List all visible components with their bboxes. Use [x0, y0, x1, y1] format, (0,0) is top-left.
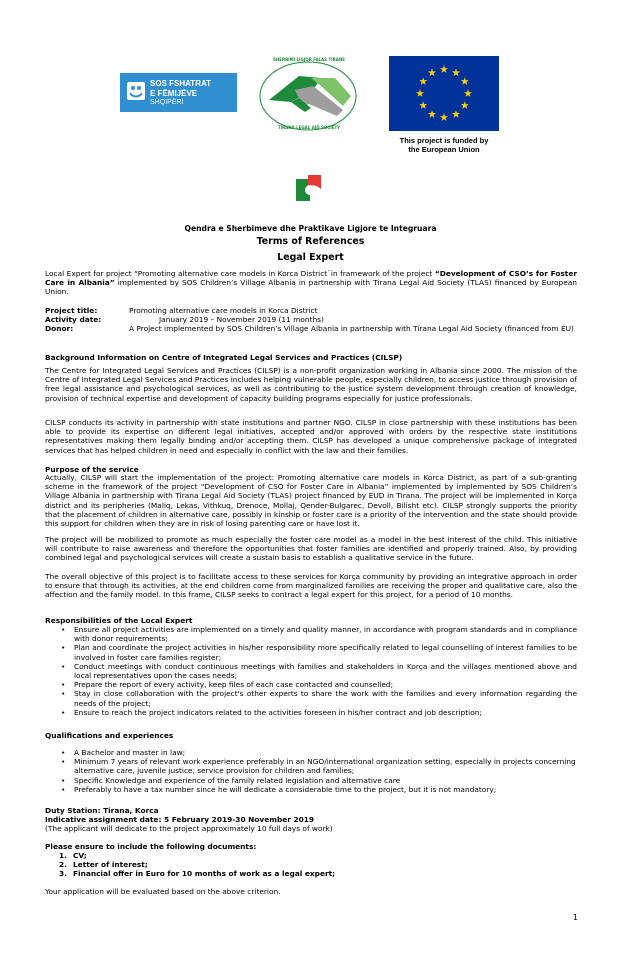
qualification-item: • A Bachelor and master in law;: [45, 748, 577, 757]
eu-star-icon: [419, 101, 427, 109]
purpose-paragraph-2: The project will be mobilized to promote as much especially the foster care model as a model in the best interest of the child. This initiative will contribute to raise awareness and therefore the opportunities that foster families are identified and properly trained. Also, by providing combined legal and psychological services will create a sustain basis to establish a qualitative service in the future.: [45, 535, 577, 563]
intro-paragraph: [45, 269, 577, 297]
document-item: [59, 860, 577, 869]
eu-star-icon: [428, 110, 436, 118]
responsibility-item: • Conduct meetings with conduct continuous meetings with families and stakeholders in Korça and the villages mentioned above and local representatives upon the cases needs;: [45, 662, 577, 680]
donor-value: A Project implemented by SOS Children’s Village Albania in partnership with Tirana Legal Aid Society (financed from EU): [129, 324, 574, 334]
sos-logo-line3: SHQIPËRI: [150, 99, 184, 106]
responsibility-item: • Prepare the report of every activity, keep files of each case contacted and counselled;: [45, 680, 577, 689]
document-item-number: 2.: [59, 860, 67, 870]
document-item-number: 1.: [59, 851, 67, 860]
eu-star-icon: [461, 101, 469, 109]
responsibility-item: • Stay in close collaboration with the project's other experts to share the work with the families and every information regarding the needs of the project;: [45, 689, 577, 707]
background-paragraph-1: The Centre for Integrated Legal Services and Practices (CILSP) is a non-profit organization working in Albania since 2000. The mission of the Centre of Integrated Legal Services and Practices includes helping vulnerable people, especially children, to access justice through provision of free legal assistance and psychological services, as well as contributing to the justice system development through creation of knowledge, provision of technical expertise and development of capacity building programs especially for justice professionals.: [45, 366, 577, 403]
eu-star-icon: [464, 89, 472, 97]
document-item-number: 3.: [59, 869, 67, 879]
responsibilities-heading: Responsibilities of the Local Expert: [45, 616, 193, 625]
intro-text-pre: Local Expert for project “Promoting alternative care models in Korca District¨in framework of the project: [45, 269, 435, 278]
eu-star-icon: [428, 69, 436, 77]
document-item-text: Letter of interest;: [73, 860, 148, 870]
responsibility-item: • Ensure all project activities are implemented on a timely and quality manner, in accordance with program standards and in compliance with donor requirements;: [45, 625, 577, 643]
donor-label: Donor:: [45, 324, 74, 334]
qualifications-heading: Qualifications and experiences: [45, 731, 174, 740]
eu-stars-icon: [389, 56, 499, 131]
activity-date-value: January 2019 – November 2019 (11 months): [159, 315, 324, 325]
sos-emblem-icon: [127, 82, 145, 100]
project-title-label: Project title:: [45, 306, 98, 315]
eu-flag-logo: [389, 56, 499, 131]
cilsp-logo: [294, 173, 324, 203]
tlas-top-text: SHERBIMI LIGJOR FALAS TIRANE: [273, 57, 345, 62]
background-heading: Background Information on Centre of Integrated Legal Services and Practices (CILSP): [45, 353, 403, 362]
qualification-item: • Preferably to have a tax number since he will dedicate a considerable time to the project, but it is not mandatory;: [45, 785, 577, 794]
eu-star-icon: [452, 69, 460, 77]
documents-heading: Please ensure to include the following documents:: [45, 842, 257, 851]
duty-block: [45, 806, 577, 834]
document-item: [59, 869, 577, 878]
document-item-text: CV;: [73, 851, 87, 860]
tlas-bottom-text: TIRANA LEGAL AID SOCIETY: [277, 125, 341, 130]
eu-star-icon: [440, 113, 448, 121]
eu-star-icon: [440, 65, 448, 73]
sos-logo-line2: E FËMIJËVE: [150, 89, 198, 98]
eu-funding-caption: [376, 136, 512, 154]
responsibilities-list: [45, 625, 577, 717]
document-item: [59, 851, 577, 860]
qualification-item: • Minimum 7 years of relevant work experience preferably in an NGO/international organization setting, especially in projects concerning alternative care, juvenile justice, service provision for children and families;: [45, 757, 577, 775]
purpose-paragraph-3: The overall objective of this project is to facilitate access to these services for Korça community by providing an integrative approach in order to ensure that through its activities, at the end children come from marginalized families are receiving the proper and qualitative care, also the affection and the family model. In this frame, CILSP seeks to contract a legal expert for this project, for a period of 10 months.: [45, 572, 577, 600]
project-info: [45, 306, 577, 343]
document-subtitle: Legal Expert: [277, 252, 344, 263]
purpose-paragraph-1: Actually, CILSP will start the implementation of the project: Promoting alternative care models in Korca District, as part of a sub-granting scheme in the framework of the project “Development of CSO for Foster Care in Albania” implemented by implemented by SOS Children’s Village Albania in partnership with Tirana Legal Aid Society (TLAS) project financed by EUD in Tirana. The project will be implemented in Korça district and its peripheries (Maliq, Lekas, Vithkuq, Drenoce, Mollaj, Qender-Bulgarec, Devoll, Bilisht etc). CILSP strongly supports the priority that the placement of children in alternative care, possibly in kinship or foster care is a priority of the intervention and the state should provide this support for children when they are in risk of losing parenting care or have lost it.: [45, 473, 577, 529]
organization-name: Qendra e Sherbimeve dhe Praktikave Ligjore te Integruara: [184, 224, 437, 233]
intro-text-post: implemented by SOS Children’s Village Albania in partnership with Tirana Legal Aid Society (TLAS) financed by European Union.: [45, 278, 577, 297]
project-title-value: Promoting alternative care models in Korca District: [129, 306, 318, 315]
responsibility-item: • Plan and coordinate the project activities in his/her responsibility more specifically related to legal counselling of interest families to be involved in foster care families register;: [45, 643, 577, 661]
eu-star-icon: [461, 77, 469, 85]
documents-list: [59, 851, 577, 879]
handshake-emblem-icon: [251, 56, 366, 134]
intro-project-name: “Development of CSO’s for Foster Care in Albania”: [45, 269, 577, 288]
eu-caption-line2: the European Union: [408, 145, 480, 154]
qualifications-list: [45, 748, 577, 794]
qualification-item: • Specific Knowledge and experience of the family related legislation and alternative care: [45, 776, 577, 785]
activity-date-label: Activity date:: [45, 315, 102, 325]
responsibility-item: • Ensure to reach the project indicators related to the activities foreseen in his/her contract and job description;: [45, 708, 577, 717]
closing-sentence: Your application will be evaluated based on the above criterion.: [45, 887, 281, 896]
eu-star-icon: [419, 77, 427, 85]
background-paragraph-2: CILSP conducts its activity in partnership with state institutions and partner NGO. CILSP in close partnership with these institutions has been able to provide its expertise on different legal initiatives, accepted and/or approved with orders by the respective state institutions representatives making them legally binding and/or accepting them. CILSP has developed a unique comprehensive package of integrated services that has helped children in need and especially in conflict with the law and their families.: [45, 418, 577, 455]
document-item-text: Financial offer in Euro for 10 months of work as a legal expert;: [73, 869, 336, 879]
assignment-date: Indicative assignment date: 5 February 2019-30 November 2019: [45, 815, 315, 825]
page-number: 1: [572, 913, 578, 922]
purpose-heading: Purpose of the service: [45, 465, 139, 474]
eu-star-icon: [452, 110, 460, 118]
cilsp-emblem-icon: [294, 173, 324, 203]
document-title: Terms of References: [256, 236, 365, 247]
sos-logo-line1: SOS FSHATRAT: [150, 79, 212, 88]
tirana-legal-aid-society-logo: [251, 56, 366, 134]
eu-star-icon: [416, 89, 424, 97]
sos-childrens-village-logo: [120, 73, 237, 112]
eu-caption-line1: This project is funded by: [399, 136, 489, 145]
workload-note: (The applicant will dedicate to the project approximately 10 full days of work): [45, 824, 333, 834]
duty-station: Duty Station: Tirana, Korca: [45, 806, 159, 815]
